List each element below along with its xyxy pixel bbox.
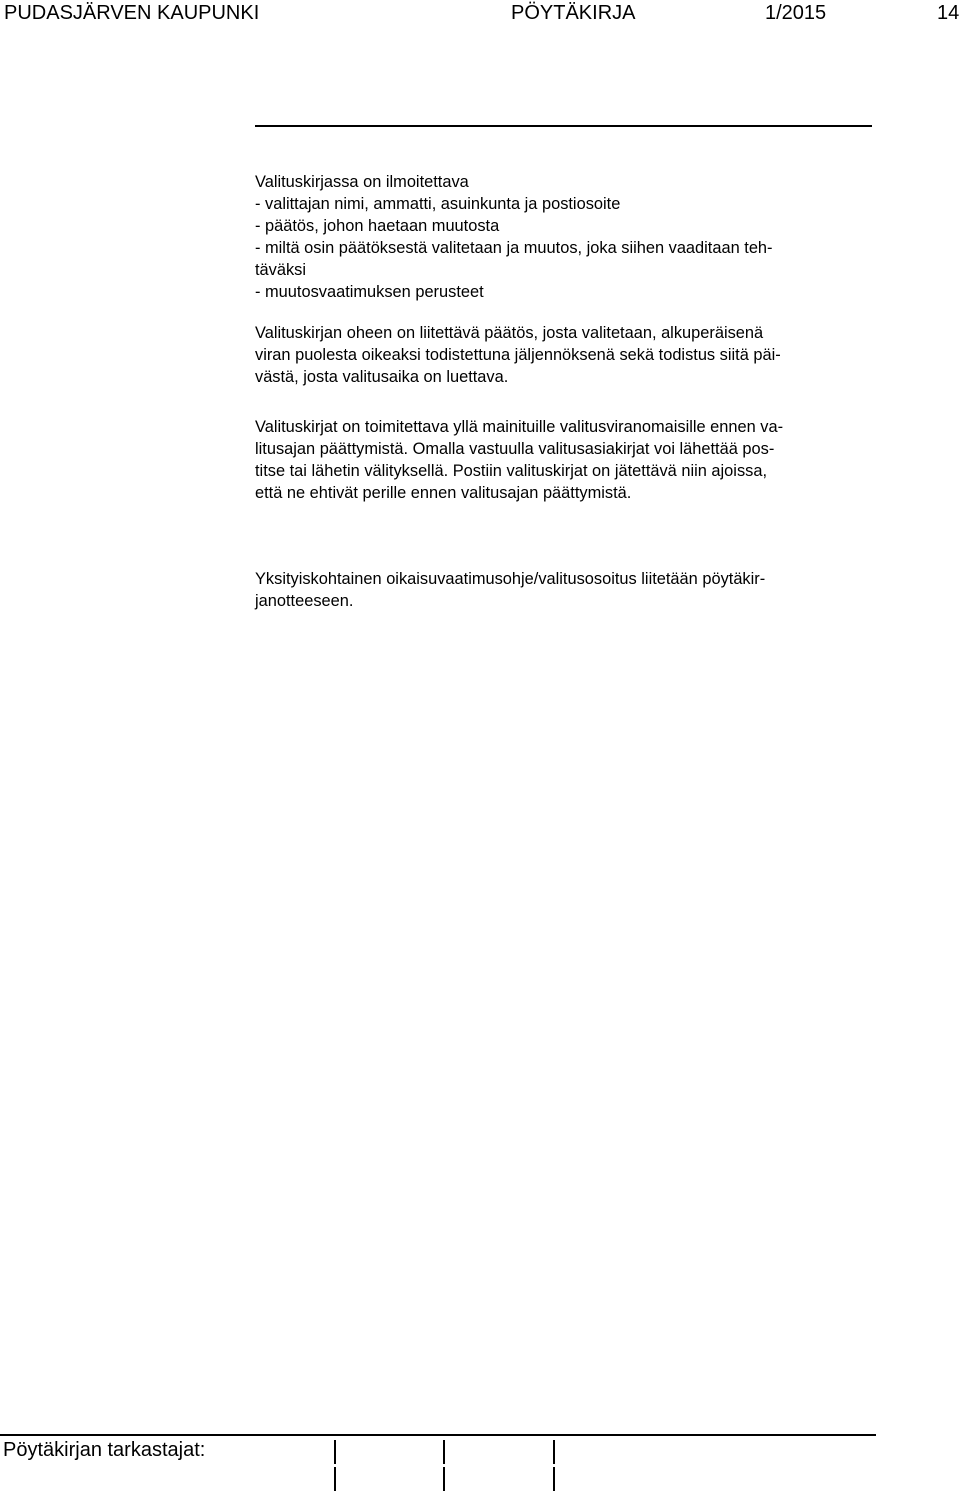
reviewers-label: Pöytäkirjan tarkastajat: — [3, 1439, 206, 1461]
text-line: täväksi — [255, 261, 307, 279]
header-page-number: 14 — [937, 2, 960, 24]
signature-field — [553, 1440, 555, 1464]
header-organization: PUDASJÄRVEN KAUPUNKI — [4, 2, 260, 24]
text-line: litusajan päättymistä. Omalla vastuulla valitusasiakirjat voi lähettää pos- — [255, 440, 775, 458]
header-document-type: PÖYTÄKIRJA — [511, 2, 636, 24]
page-header — [0, 0, 960, 28]
text-line: viran puolesta oikeaksi todistettuna jäljennöksenä sekä todistus siitä päi- — [255, 346, 781, 364]
signature-field — [443, 1440, 445, 1464]
text-line: Valituskirjassa on ilmoitettava — [255, 173, 469, 191]
text-line: - miltä osin päätöksestä valitetaan ja muutos, joka siihen vaaditaan teh- — [255, 239, 773, 257]
signature-field — [443, 1467, 445, 1491]
text-line: Valituskirjat on toimitettava yllä mainituille valitusviranomaisille ennen va- — [255, 418, 784, 436]
paragraph-appeal-contents — [255, 171, 773, 303]
signature-field — [334, 1467, 336, 1491]
paragraph-attachments — [255, 322, 781, 388]
paragraph-appeal-instructions — [255, 568, 765, 612]
text-line: - valittajan nimi, ammatti, asuinkunta ja postiosoite — [255, 195, 621, 213]
text-line: - muutosvaatimuksen perusteet — [255, 283, 484, 301]
header-document-number: 1/2015 — [765, 2, 827, 24]
signature-field — [553, 1467, 555, 1491]
paragraph-delivery — [255, 416, 783, 504]
text-line: janotteeseen. — [255, 592, 354, 610]
text-line: Valituskirjan oheen on liitettävä päätös, josta valitetaan, alkuperäisenä — [255, 324, 764, 342]
text-line: titse tai lähetin välityksellä. Postiin valituskirjat on jätettävä niin ajoissa, — [255, 462, 767, 480]
text-line: - päätös, johon haetaan muutosta — [255, 217, 500, 235]
top-divider — [255, 125, 872, 127]
text-line: Yksityiskohtainen oikaisuvaatimusohje/valitusosoitus liitetään pöytäkir- — [255, 570, 766, 588]
text-line: västä, josta valitusaika on luettava. — [255, 368, 509, 386]
signature-field — [334, 1440, 336, 1464]
text-line: että ne ehtivät perille ennen valitusajan päättymistä. — [255, 484, 632, 502]
